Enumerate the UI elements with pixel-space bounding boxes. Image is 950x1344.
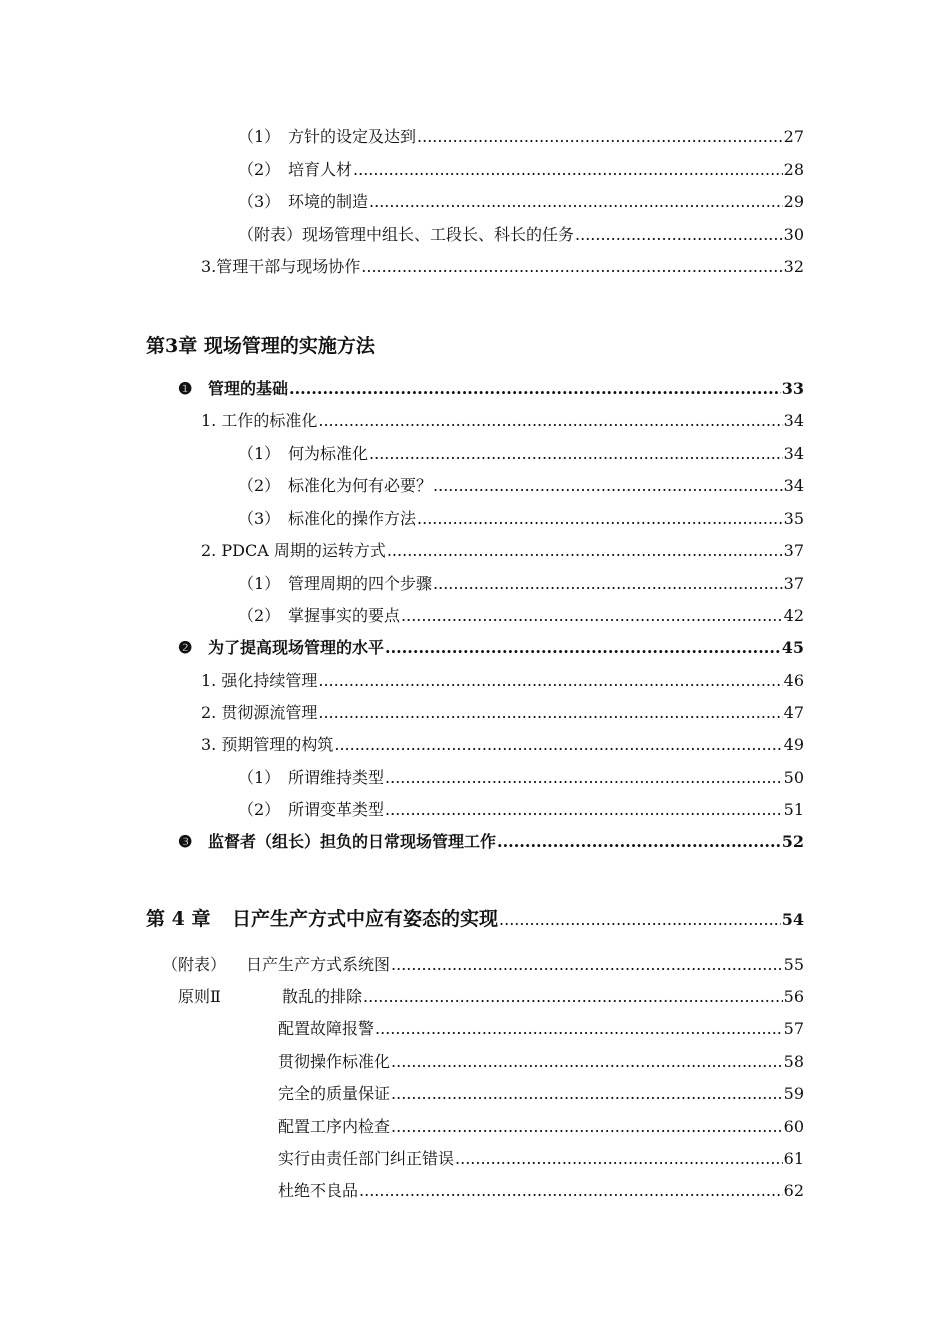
entry-label: 完全的质量保证 (278, 1084, 391, 1103)
toc-entry (238, 604, 804, 628)
toc-entry (238, 158, 804, 182)
entry-page: 55 (783, 955, 804, 974)
toc-entry (238, 798, 804, 822)
entry-page: 49 (783, 735, 804, 754)
entry-label: 方针的设定及达到 (288, 127, 417, 146)
toc-entry (178, 985, 804, 1009)
toc-entry (178, 636, 804, 660)
entry-page: 37 (783, 574, 804, 593)
dot-leader (433, 572, 783, 596)
toc-entry (238, 223, 804, 247)
entry-label: 所谓维持类型 (288, 768, 385, 787)
dot-leader (359, 1179, 783, 1203)
entry-page: 42 (783, 606, 804, 625)
dot-leader (318, 701, 782, 725)
dot-leader (318, 669, 782, 693)
toc-entry (162, 953, 804, 977)
toc-entry (238, 507, 804, 531)
entry-page: 45 (781, 638, 804, 657)
entry-page: 27 (783, 127, 804, 146)
entry-page: 34 (783, 476, 804, 495)
dot-leader (289, 377, 781, 401)
entry-label: 贯彻操作标准化 (278, 1052, 391, 1071)
entry-label: 标准化的操作方法 (288, 509, 417, 528)
entry-number: （1） (238, 444, 281, 463)
circled-number-icon: ❶ (178, 379, 193, 398)
entry-number: （2） (238, 800, 281, 819)
entry-page: 59 (783, 1084, 804, 1103)
toc-entry (201, 539, 804, 563)
entry-label: （附表）现场管理中组长、工段长、科长的任务 (238, 225, 575, 244)
dot-leader (361, 255, 782, 279)
dot-leader (391, 1115, 783, 1139)
entry-page: 58 (783, 1052, 804, 1071)
entry-page: 28 (783, 160, 804, 179)
entry-label: 为了提高现场管理的水平 (208, 638, 385, 657)
entry-label: 1. 工作的标准化 (201, 411, 318, 430)
entry-page: 50 (783, 768, 804, 787)
circled-number-icon: ❸ (178, 832, 193, 851)
entry-number: （3） (238, 509, 281, 528)
entry-label: 1. 强化持续管理 (201, 671, 318, 690)
chapter-heading: 第3章 现场管理的实施方法 (146, 335, 375, 357)
toc-entry (238, 442, 804, 466)
toc-entry (278, 1115, 804, 1139)
entry-page: 56 (783, 987, 804, 1006)
toc-entry (238, 572, 804, 596)
entry-page: 33 (781, 379, 804, 398)
entry-number: （1） (238, 768, 281, 787)
toc-entry (201, 701, 804, 725)
toc-entry (278, 1179, 804, 1203)
entry-label: 2. 贯彻源流管理 (201, 703, 318, 722)
entry-label: 3.管理干部与现场协作 (201, 257, 361, 276)
entry-number: （2） (238, 160, 281, 179)
entry-label: 配置故障报警 (278, 1019, 375, 1038)
chapter-title: 日产生产方式中应有姿态的实现 (232, 908, 499, 930)
toc-entry (201, 733, 804, 757)
dot-leader (385, 798, 783, 822)
toc-entry (201, 669, 804, 693)
dot-leader (369, 190, 783, 214)
entry-number: （2） (238, 476, 281, 495)
dot-leader (385, 636, 781, 660)
toc-entry (201, 255, 804, 279)
dot-leader (385, 766, 783, 790)
dot-leader (499, 906, 781, 934)
entry-number: （2） (238, 606, 281, 625)
entry-label: 日产生产方式系统图 (246, 955, 391, 974)
entry-number: （1） (238, 127, 281, 146)
entry-label: 环境的制造 (288, 192, 369, 211)
entry-page: 30 (783, 225, 804, 244)
entry-label: 杜绝不良品 (278, 1181, 359, 1200)
chapter-number: 第 4 章 (146, 908, 211, 930)
entry-page: 32 (783, 257, 804, 276)
entry-page: 34 (783, 444, 804, 463)
toc-entry (278, 1082, 804, 1106)
toc-entry (278, 1017, 804, 1041)
entry-label: 何为标准化 (288, 444, 369, 463)
entry-label: 管理的基础 (208, 379, 289, 398)
dot-leader (375, 1017, 783, 1041)
toc-entry (178, 830, 804, 854)
entry-page: 57 (783, 1019, 804, 1038)
dot-leader (391, 1050, 783, 1074)
entry-label: 管理周期的四个步骤 (288, 574, 433, 593)
toc-entry (238, 125, 804, 149)
toc-entry (238, 766, 804, 790)
entry-page: 35 (783, 509, 804, 528)
toc-entry (201, 409, 804, 433)
entry-page: 47 (783, 703, 804, 722)
entry-number: （1） (238, 574, 281, 593)
toc-entry (238, 474, 804, 498)
entry-page: 34 (783, 411, 804, 430)
dot-leader (353, 158, 783, 182)
entry-label: 2. PDCA 周期的运转方式 (201, 541, 386, 560)
entry-page: 52 (781, 832, 804, 851)
entry-page: 37 (783, 541, 804, 560)
dot-leader (417, 507, 783, 531)
entry-label: 培育人材 (288, 160, 353, 179)
entry-label: 配置工序内检查 (278, 1117, 391, 1136)
entry-label: 3. 预期管理的构筑 (201, 735, 334, 754)
entry-label: 监督者（组长）担负的日常现场管理工作 (208, 832, 497, 851)
entry-page: 62 (783, 1181, 804, 1200)
dot-leader (387, 539, 783, 563)
dot-leader (417, 125, 783, 149)
entry-page: 54 (781, 910, 804, 929)
dot-leader (401, 604, 783, 628)
dot-leader (318, 409, 782, 433)
dot-leader (369, 442, 783, 466)
toc-entry (178, 377, 804, 401)
entry-page: 29 (783, 192, 804, 211)
entry-page: 61 (783, 1149, 804, 1168)
toc-entry (238, 190, 804, 214)
entry-page: 60 (783, 1117, 804, 1136)
entry-number: （附表） (162, 955, 227, 974)
entry-number: 原则Ⅱ (178, 987, 221, 1006)
entry-page: 51 (783, 800, 804, 819)
entry-number: （3） (238, 192, 281, 211)
entry-page: 46 (783, 671, 804, 690)
toc-entry (278, 1147, 804, 1171)
toc-entry (278, 1050, 804, 1074)
dot-leader (391, 953, 783, 977)
chapter-heading (146, 905, 804, 933)
dot-leader (433, 474, 783, 498)
dot-leader (497, 830, 781, 854)
dot-leader (334, 733, 782, 757)
entry-label: 实行由责任部门纠正错误 (278, 1149, 455, 1168)
entry-label: 标准化为何有必要？ (288, 476, 433, 495)
dot-leader (363, 985, 783, 1009)
dot-leader (575, 223, 783, 247)
dot-leader (391, 1082, 783, 1106)
entry-label: 散乱的排除 (282, 987, 363, 1006)
entry-label: 所谓变革类型 (288, 800, 385, 819)
circled-number-icon: ❷ (178, 638, 193, 657)
dot-leader (455, 1147, 783, 1171)
entry-label: 掌握事实的要点 (288, 606, 401, 625)
